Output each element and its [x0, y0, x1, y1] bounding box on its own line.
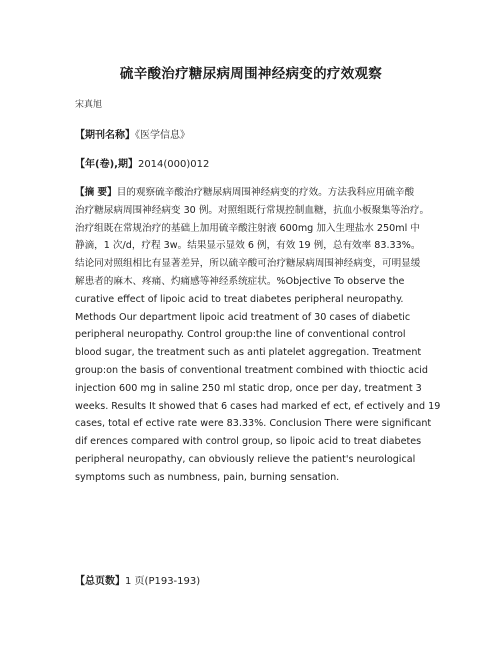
abstract-label: 【摘 要】 — [75, 187, 117, 198]
abstract-line: cases, total ef ective rate were 83.33%. Conclusion There were significant — [75, 418, 432, 430]
abstract-line: peripheral neuropathy. Control group:the line of conventional control — [75, 329, 406, 341]
year-issue-field — [75, 155, 209, 170]
abstract-line: injection 600 mg in saline 250 ml static drop, once per day, treatment 3 — [75, 382, 422, 394]
abstract-line: 静滴，1 次/d，疗程 3w。结果显示显效 6 例，有效 19 例，总有效率 83.33%。 — [75, 240, 421, 252]
abstract-line: group:on the basis of conventional treatment combined with thioctic acid — [75, 364, 428, 376]
document-title: 硫辛酸治疗糖尿病周围神经病变的疗效观察 — [119, 66, 383, 82]
abstract-line: Methods Our department lipoic acid treatment of 30 cases of diabetic — [75, 311, 411, 323]
abstract-line: 治疗组既在常规治疗的基础上加用硫辛酸注射液 600mg 加入生理盐水 250ml 中 — [75, 222, 420, 234]
abstract-line: symptoms such as numbness, pain, burning sensation. — [75, 471, 340, 483]
abstract-line: 【摘 要】目的观察硫辛酸治疗糖尿病周围神经病变的疗效。方法我科应用硫辛酸 — [75, 187, 415, 198]
journal-label: 【期刊名称】 — [75, 130, 135, 141]
abstract-line: 结论同对照组相比有显著差异，所以硫辛酸可治疗糖尿病周围神经病变，可明显缓 — [75, 258, 421, 270]
abstract-line: 解患者的麻木、疼痛、灼痛感等神经系统症状。%Objective To observe the — [75, 275, 405, 287]
year-issue-value: 2014(000)012 — [137, 159, 210, 170]
author-name: 宋真旭 — [75, 100, 103, 110]
journal-field — [75, 126, 190, 141]
abstract-line: curative effect of lipoic acid to treat diabetes peripheral neuropathy. — [75, 293, 404, 305]
total-pages-label: 【总页数】 — [75, 576, 125, 587]
total-pages-field — [75, 572, 200, 587]
abstract-line: dif erences compared with control group, so lipoic acid to treat diabetes — [75, 436, 422, 448]
abstract-line: blood sugar, the treatment such as anti platelet aggregation. Treatment — [75, 347, 422, 359]
abstract-line: weeks. Results It showed that 6 cases had marked ef ect, ef ectively and 19 — [75, 400, 441, 412]
total-pages-value: 1 页(P193-193) — [125, 576, 201, 587]
abstract-block — [75, 184, 441, 487]
abstract-line: 治疗糖尿病周围神经病变 30 例。对照组既行常规控制血糖，抗血小板聚集等治疗。 — [75, 204, 430, 216]
year-issue-label: 【年(卷),期】 — [75, 159, 138, 170]
abstract-line: peripheral neuropathy, can obviously relieve the patient's neurological — [75, 453, 416, 465]
journal-value: 《医学信息》 — [135, 130, 190, 141]
